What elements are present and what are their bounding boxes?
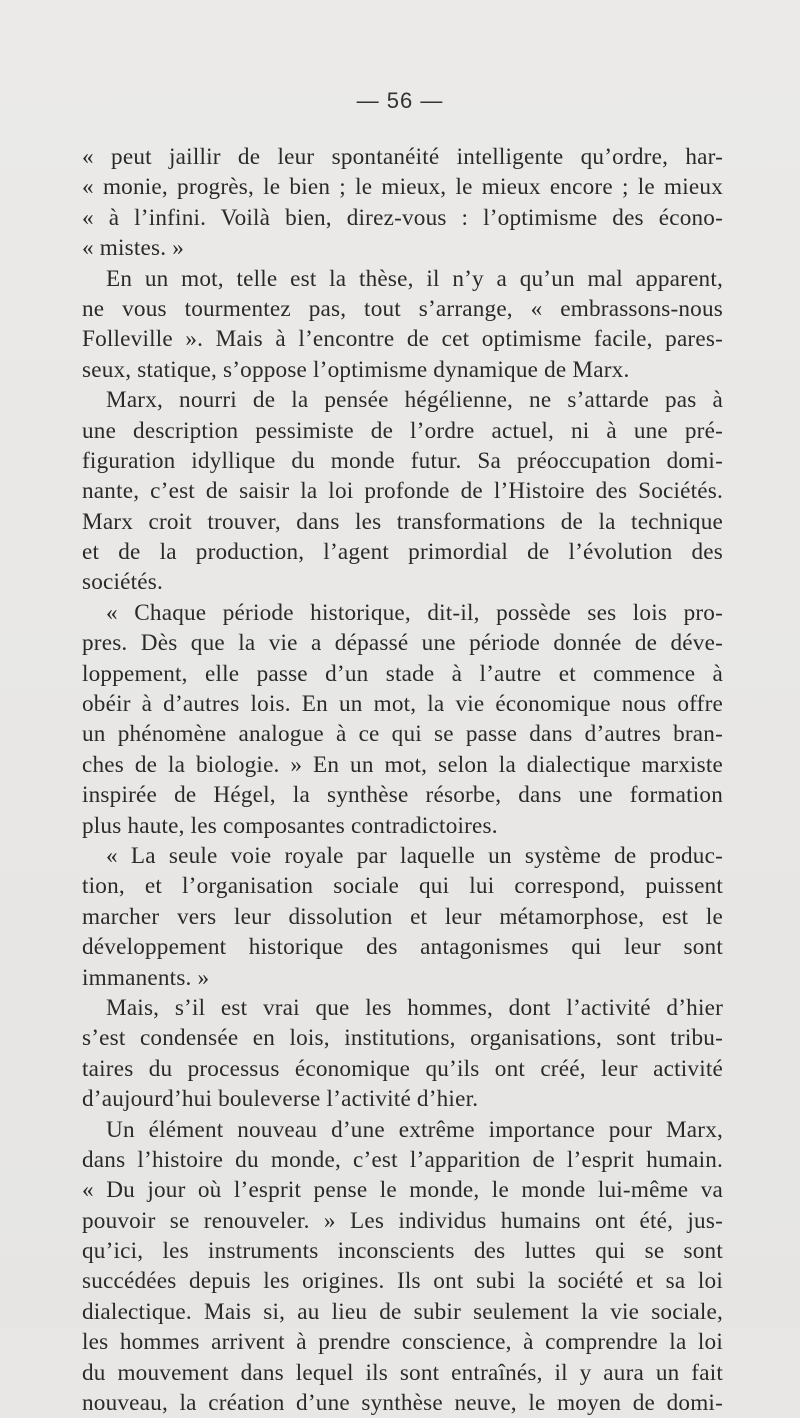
text-line: plus haute, les composantes contradictoires. xyxy=(82,812,498,839)
text-line: Folleville ». Mais à l’encontre de cet optimisme facile, pares- xyxy=(82,326,723,353)
text-line: pres. Dès que la vie a dépassé une période donnée de déve- xyxy=(82,630,723,657)
text-line: loppement, elle passe d’un stade à l’autre et commence à xyxy=(82,660,723,687)
text-line: un phénomène analogue à ce qui se passe dans d’autres bran- xyxy=(82,721,723,748)
text-line: dans l’histoire du monde, c’est l’apparition de l’esprit humain. xyxy=(82,1146,723,1173)
text-line: s’est condensée en lois, institutions, organisations, sont tribu- xyxy=(82,1025,723,1052)
text-line: « mistes. » xyxy=(82,235,185,262)
text-line: succédées depuis les origines. Ils ont subi la société et sa loi xyxy=(82,1268,723,1295)
text-line: sociétés. xyxy=(82,569,163,596)
text-line: taires du processus économique qu’ils ont créé, leur activité xyxy=(82,1055,723,1082)
text-line: « peut jaillir de leur spontanéité intelligente qu’ordre, har- xyxy=(82,144,723,170)
text-line: inspirée de Hégel, la synthèse résorbe, dans une formation xyxy=(82,782,723,809)
text-line: tion, et l’organisation sociale qui lui correspond, puissent xyxy=(82,873,723,900)
text-line: ches de la biologie. » En un mot, selon la dialectique marxiste xyxy=(82,751,723,778)
text-line: nouveau, la création d’une synthèse neuve, le moyen de domi- xyxy=(82,1390,723,1417)
text-line: Un élément nouveau d’une extrême importance pour Marx, xyxy=(106,1116,723,1143)
text-line: Marx croit trouver, dans les transformations de la technique xyxy=(82,508,723,535)
page-number: — 56 — xyxy=(356,88,444,113)
text-line: « monie, progrès, le bien ; le mieux, le mieux encore ; le mieux xyxy=(82,174,723,201)
text-line: obéir à d’autres lois. En un mot, la vie économique nous offre xyxy=(82,691,723,718)
text-line: les hommes arrivent à prendre conscience, à comprendre la loi xyxy=(82,1329,723,1356)
body-text xyxy=(82,142,723,1418)
text-line: Mais, s’il est vrai que les hommes, dont l’activité d’hier xyxy=(106,994,723,1021)
text-line: immanents. » xyxy=(82,964,210,991)
text-line: et de la production, l’agent primordial de l’évolution des xyxy=(82,539,723,566)
text-line: dialectique. Mais si, au lieu de subir seulement la vie sociale, xyxy=(82,1298,723,1325)
text-line: figuration idyllique du monde futur. Sa préoccupation domi- xyxy=(82,447,723,474)
text-line: du mouvement dans lequel ils sont entraînés, il y aura un fait xyxy=(82,1359,723,1386)
text-line: qu’ici, les instruments inconscients des luttes qui se sont xyxy=(82,1238,723,1265)
text-line: nante, c’est de saisir la loi profonde de l’Histoire des Sociétés. xyxy=(82,478,723,505)
text-line: « Chaque période historique, dit-il, possède ses lois pro- xyxy=(106,599,723,626)
text-line: « La seule voie royale par laquelle un système de produc- xyxy=(106,842,723,869)
text-line: développement historique des antagonismes qui leur sont xyxy=(82,934,723,961)
text-line: marcher vers leur dissolution et leur métamorphose, est le xyxy=(82,903,723,930)
text-line: seux, statique, s’oppose l’optimisme dynamique de Marx. xyxy=(82,356,630,383)
text-line: « Du jour où l’esprit pense le monde, le monde lui-même va xyxy=(82,1177,723,1204)
text-line: Marx, nourri de la pensée hégélienne, ne s’attarde pas à xyxy=(106,387,723,414)
text-line: ne vous tourmentez pas, tout s’arrange, « embrassons-nous xyxy=(82,295,723,322)
text-line: « à l’infini. Voilà bien, direz-vous : l’optimisme des écono- xyxy=(82,204,723,231)
text-line: d’aujourd’hui bouleverse l’activité d’hier. xyxy=(82,1086,479,1113)
text-line: pouvoir se renouveler. » Les individus humains ont été, jus- xyxy=(82,1207,723,1234)
text-line: En un mot, telle est la thèse, il n’y a qu’un mal apparent, xyxy=(106,265,723,292)
text-line: une description pessimiste de l’ordre actuel, ni à une pré- xyxy=(82,417,723,444)
